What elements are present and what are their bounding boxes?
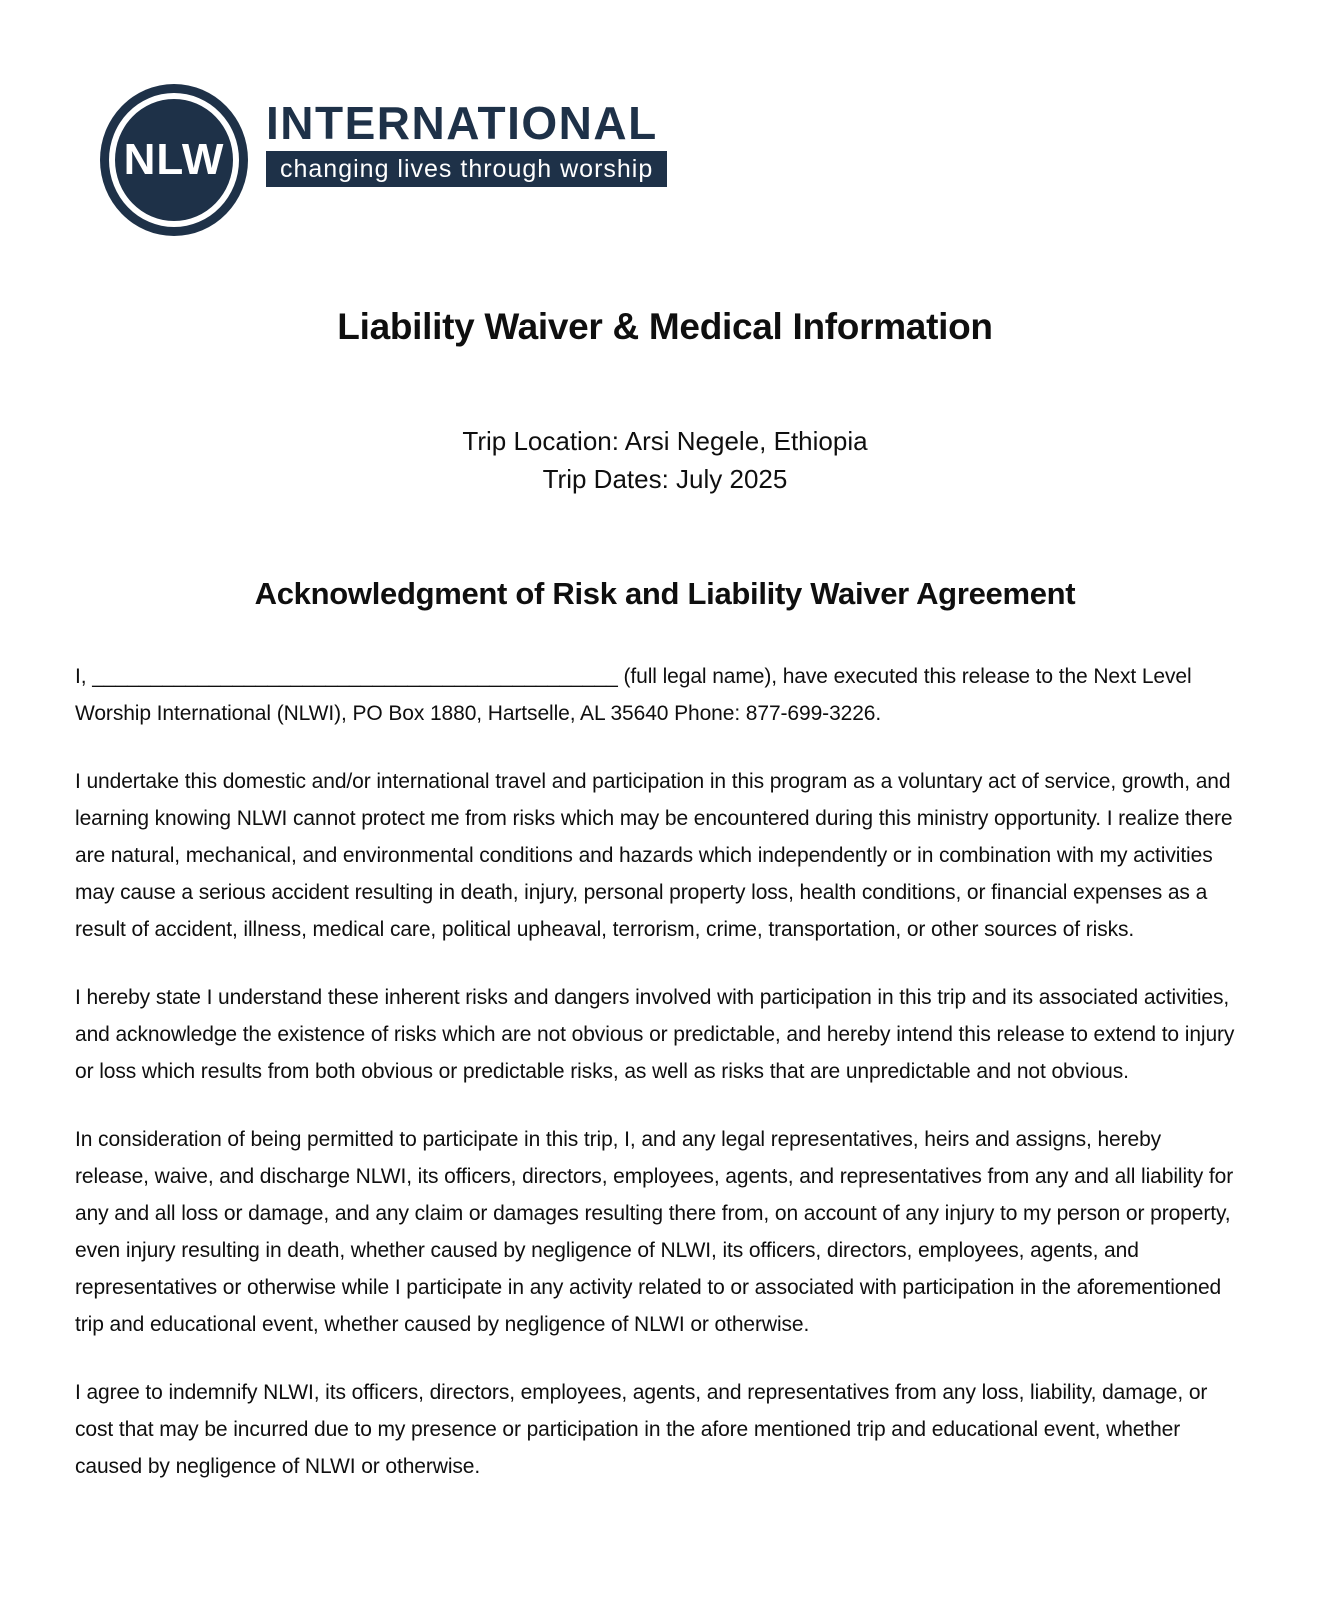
nlw-logo-text — [266, 99, 667, 187]
section-heading: Acknowledgment of Risk and Liability Waiver Agreement — [254, 576, 1076, 611]
document-title: Liability Waiver & Medical Information — [337, 306, 993, 347]
paragraph-risks: I undertake this domestic and/or international travel and participation in this program as a voluntary act of service, growth, and learning knowing NLWI cannot protect me from risks which may be encountered during this ministry opportunity. I realize there are natural, mechanical, and environmental conditions and hazards which independently or in combination with my activities may cause a serious accident resulting in death, injury, personal property loss, health conditions, or financial expenses as a result of accident, illness, medical care, political upheaval, terrorism, crime, transportation, or other sources of risks. — [75, 770, 1233, 941]
nlw-logo — [100, 84, 1255, 238]
paragraph-acknowledgment: I hereby state I understand these inherent risks and dangers involved with participation in this trip and its associated activities, and acknowledge the existence of risks which are not obvious or predictable, and hereby intend this release to extend to injury or loss which results from both obvious or predictable risks, as well as risks that are unpredictable and not obvious. — [75, 986, 1235, 1083]
nlw-monogram: NLW — [123, 135, 225, 184]
org-name: INTERNATIONAL — [266, 97, 658, 149]
tagline-bar — [266, 151, 667, 187]
trip-dates: Trip Dates: July 2025 — [542, 464, 788, 494]
paragraph-intro — [75, 658, 1235, 732]
paragraph-indemnify: I agree to indemnify NLWI, its officers, directors, employees, agents, and representatives from any loss, liability, damage, or cost that may be incurred due to my presence or participation in the afore mentioned trip and educational event, whether caused by negligence of NLWI or otherwise. — [75, 1381, 1208, 1478]
paragraph-release: In consideration of being permitted to participate in this trip, I, and any legal representatives, heirs and assigns, hereby release, waive, and discharge NLWI, its officers, directors, employees, agents, and representatives from any and all liability for any and all loss or damage, and any claim or damages resulting there from, on account of any injury to my person or property, even injury resulting in death, whether caused by negligence of NLWI, its officers, directors, employees, agents, and representatives or otherwise while I participate in any activity related to or associated with participation in the aforementioned trip and educational event, whether caused by negligence of NLWI or otherwise. — [75, 1128, 1234, 1336]
intro-suffix: (full legal name), have executed this release to the Next Level Worship International (NLWI), PO Box 1880, Hartselle, AL 35640 Phone: 877-699-3226. — [75, 665, 1192, 725]
nlw-logo-mark — [100, 84, 248, 236]
signature-blank-line: _____________________________________________ — [92, 665, 618, 688]
intro-prefix: I, — [75, 665, 93, 688]
tagline-text: changing lives through worship — [280, 154, 654, 183]
waiver-body — [75, 658, 1235, 1485]
trip-location: Trip Location: Arsi Negele, Ethiopia — [462, 426, 868, 456]
trip-info — [75, 422, 1255, 498]
